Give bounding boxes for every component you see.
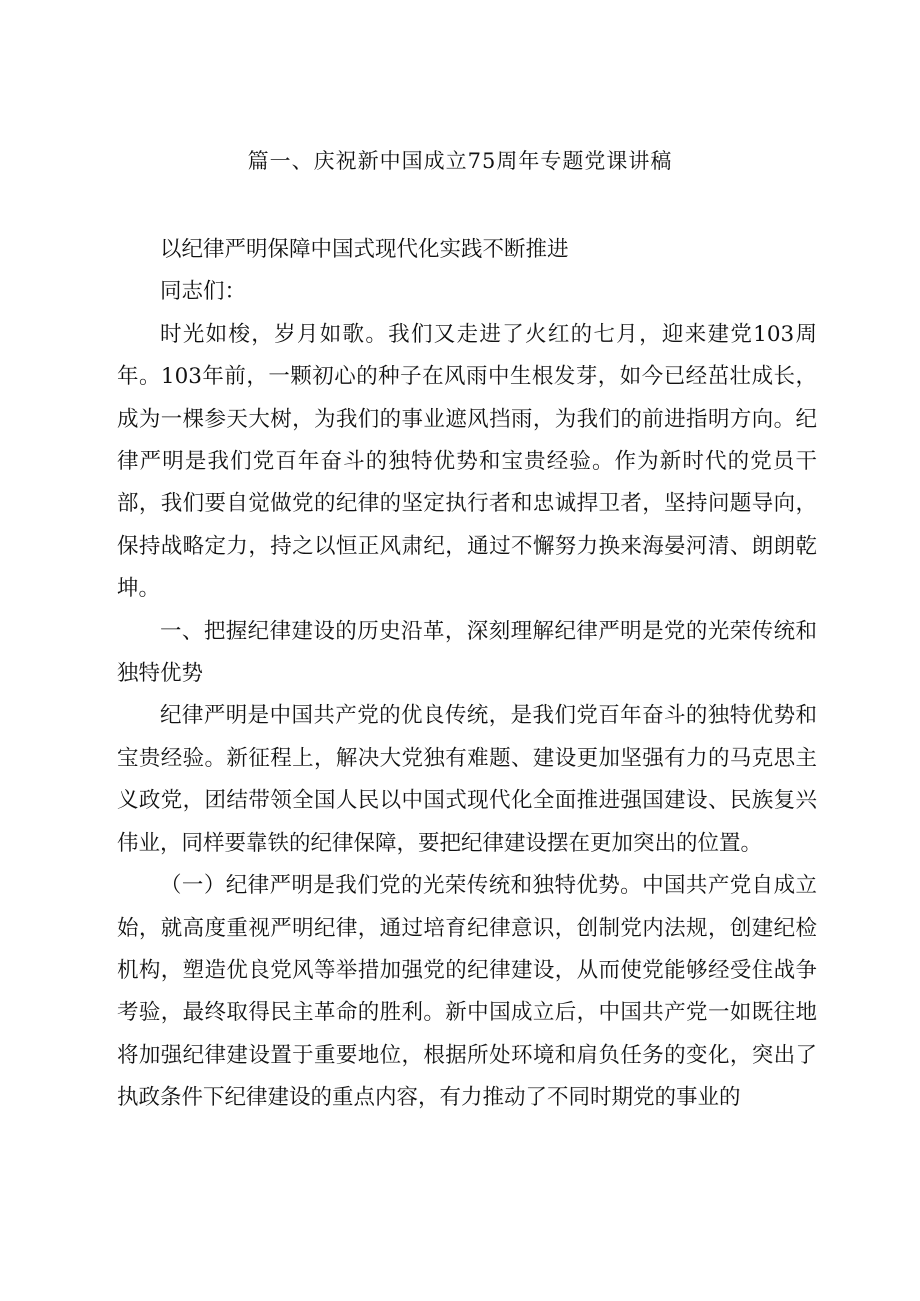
paragraph-subsection-1: （一）纪律严明是我们党的光荣传统和独特优势。中国共产党自成立始，就高度重视严明纪律，通过培育纪律意识，创制党内法规，创建纪检机构，塑造优良党风等举措加强党的纪律建设，从而使党能够经受住战争考验，最终取得民主革命的胜利。新中国成立后，中国共产党一如既往地将加强纪律建设置于重要地位，根据所处环境和肩负任务的变化，突出了执政条件下纪律建设的重点内容，有力推动了不同时期党的事业的 xyxy=(117,873,817,1111)
paragraph-intro: 时光如梭，岁月如歌。我们又走进了火红的七月，迎来建党103周年。103年前，一颗初心的种子在风雨中生根发芽，如今已经茁壮成长，成为一棵参天大树，为我们的事业遮风挡雨，为我们的前进指明方向。纪律严明是我们党百年奋斗的独特优势和宝贵经验。作为新时代的党员干部，我们要自觉做党的纪律的坚定执行者和忠诚捍卫者，坚持问题导向，保持战略定力，持之以恒正风肃纪，通过不懈努力换来海晏河清、朗朗乾坤。 xyxy=(117,321,817,602)
document-title: 篇一、庆祝新中国成立75周年专题党课讲稿 xyxy=(247,149,673,173)
paragraph-section-1: 纪律严明是中国共产党的优良传统，是我们党百年奋斗的独特优势和宝贵经验。新征程上，解决大党独有难题、建设更加坚强有力的马克思主义政党，团结带领全国人民以中国式现代化全面推进强国建设、民族复兴伟业，同样要靠铁的纪律保障，要把纪律建设摆在更加突出的位置。 xyxy=(117,703,817,856)
salutation: 同志们： xyxy=(160,279,247,305)
speech-subtitle: 以纪律严明保障中国式现代化实践不断推进 xyxy=(160,237,569,262)
section-heading-1: 一、把握纪律建设的历史沿革，深刻理解纪律严明是党的光荣传统和独特优势 xyxy=(117,618,817,687)
document-body xyxy=(117,229,817,1120)
